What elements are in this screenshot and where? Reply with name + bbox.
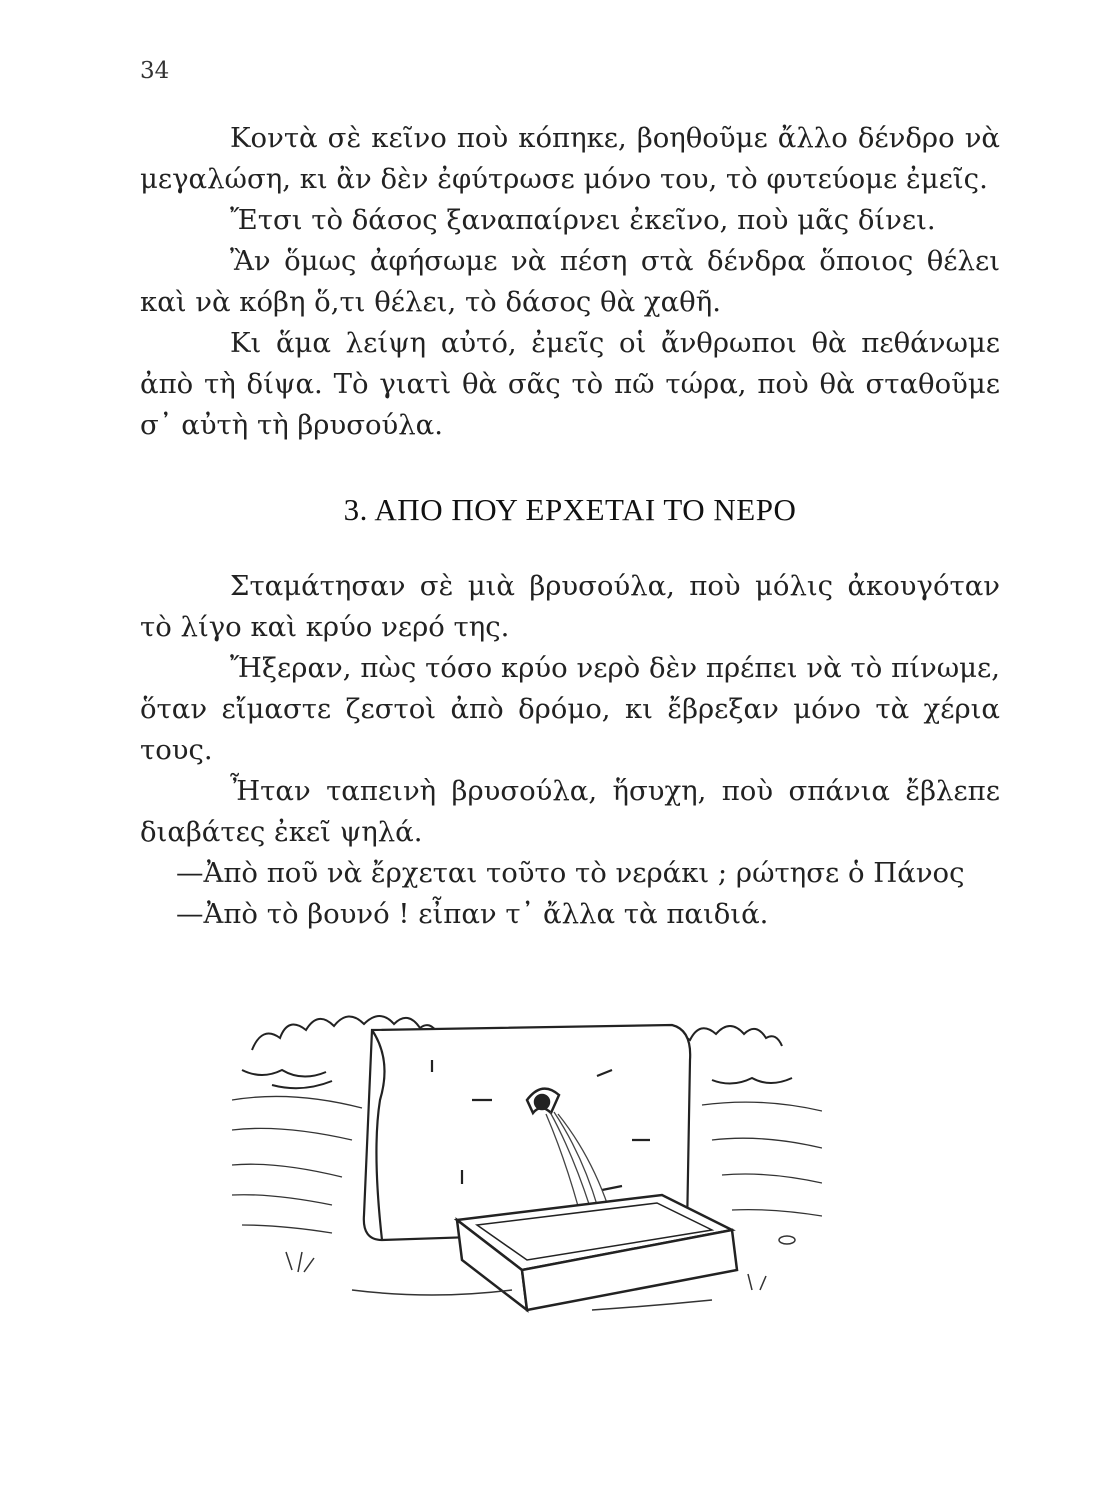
intro-text <box>140 118 1000 446</box>
paragraph: Ἦταν ταπεινὴ βρυσούλα, ἥσυχη, ποὺ σπάνια ἔβλεπε διαβάτες ἐκεῖ ψηλά. <box>140 775 1000 848</box>
section-heading: 3. ΑΠΟ ΠΟΥ ΕΡΧΕΤΑΙ ΤΟ ΝΕΡΟ <box>343 492 797 527</box>
dialog-line: —Ἀπὸ τὸ βουνό ! εἶπαν τ᾽ ἄλλα τὰ παιδιά. <box>176 898 769 930</box>
fountain-illustration <box>232 990 822 1320</box>
page-number: 34 <box>140 58 170 84</box>
dialog-line: —Ἀπὸ ποῦ νὰ ἔρχεται τοῦτο τὸ νεράκι ; ρώτησε ὁ Πάνος <box>176 857 965 889</box>
paragraph: Ἤξεραν, πὼς τόσο κρύο νερὸ δὲν πρέπει νὰ τὸ πίνωμε, ὅταν εἴμαστε ζεστοὶ ἀπὸ δρόμο, κι ἔβρεξαν μόνο τὰ χέρια τους. <box>140 652 1000 766</box>
paragraph: Ἔτσι τὸ δάσος ξαναπαίρνει ἐκεῖνο, ποὺ μᾶς δίνει. <box>230 204 936 236</box>
paragraph: Κι ἅμα λείψη αὐτό, ἐμεῖς οἱ ἄνθρωποι θὰ πεθάνωμε ἀπὸ τὴ δίψα. Τὸ γιατὶ θὰ σᾶς τὸ πῶ τώρα, ποὺ θὰ σταθοῦμε σ᾽ αὐτὴ τὴ βρυσούλα. <box>140 327 1000 441</box>
paragraph: Κοντὰ σὲ κεῖνο ποὺ κόπηκε, βοηθοῦμε ἄλλο δένδρο νὰ μεγαλώση, κι ἂν δὲν ἐφύτρωσε μόνο του, τὸ φυτεύομε ἐμεῖς. <box>140 122 1000 195</box>
paragraph: Ἂν ὅμως ἀφήσωμε νὰ πέση στὰ δένδρα ὅποιος θέλει καὶ νὰ κόβη ὅ,τι θέλει, τὸ δάσος θὰ χαθῆ. <box>140 245 1000 318</box>
paragraph: Σταμάτησαν σὲ μιὰ βρυσούλα, ποὺ μόλις ἀκουγόταν τὸ λίγο καὶ κρύο νερό της. <box>140 570 1000 643</box>
section-text <box>140 566 1000 935</box>
